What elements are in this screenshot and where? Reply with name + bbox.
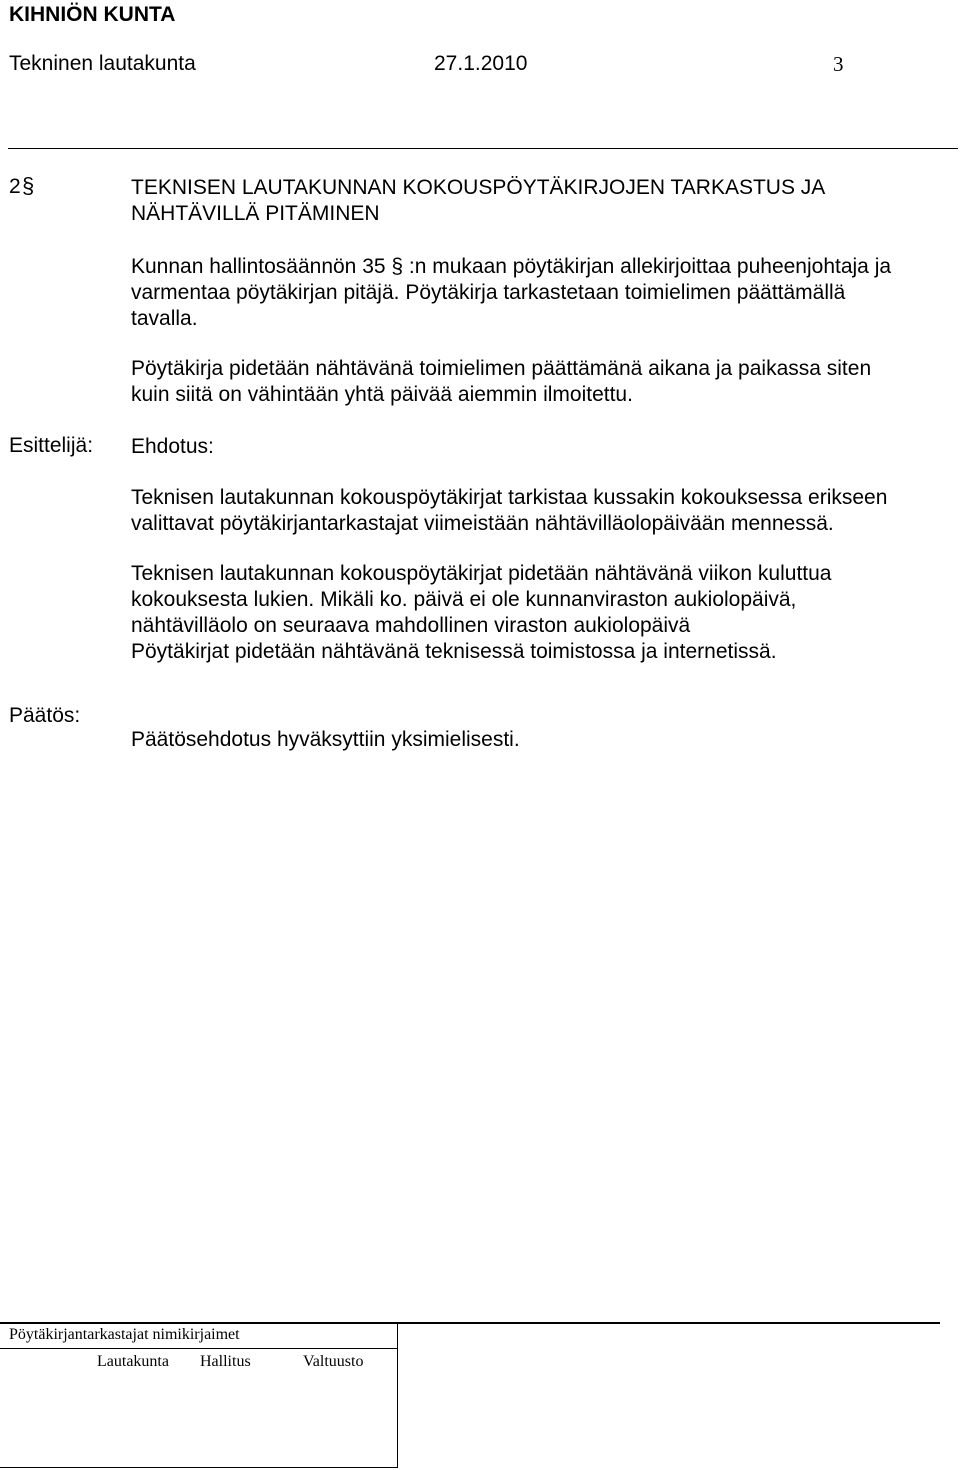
section-title-line: NÄHTÄVILLÄ PITÄMINEN: [131, 202, 380, 225]
meeting-date: 27.1.2010: [434, 52, 528, 75]
signature-box-title: Pöytäkirjantarkastajat nimikirjaimet: [9, 1326, 240, 1343]
paragraph-sign: §: [22, 173, 35, 198]
body-line: kuin siitä on vähintään yhtä päivää aiemmin ilmoitettu.: [131, 383, 633, 406]
proposal-line: Pöytäkirjat pidetään nähtävänä teknisessä toimistossa ja internetissä.: [131, 640, 777, 663]
body-paragraph-2: [131, 356, 946, 408]
signature-column-government: Hallitus: [200, 1353, 251, 1370]
proposal-line: nähtävilläolo on seuraava mahdollinen viraston aukiolopäivä: [131, 614, 691, 637]
body-line: tavalla.: [131, 307, 198, 330]
signature-box-separator: [0, 1348, 397, 1349]
header-divider: [8, 148, 958, 149]
signature-column-council: Valtuusto: [303, 1353, 364, 1370]
page-number: 3: [833, 52, 844, 76]
decision-text: Päätösehdotus hyväksyttiin yksimielisesti.: [131, 728, 520, 751]
proposal-line: Teknisen lautakunnan kokouspöytäkirjat pidetään nähtävänä viikon kuluttua: [131, 562, 832, 585]
proposal-line: valittavat pöytäkirjantarkastajat viimeistään nähtävilläolopäivään mennessä.: [131, 512, 834, 535]
decision-label: Päätös:: [9, 704, 81, 727]
body-paragraph-1: [131, 254, 946, 332]
body-line: Kunnan hallintosäännön 35 § :n mukaan pöytäkirjan allekirjoittaa puheenjohtaja ja: [131, 255, 892, 278]
signature-column-board: Lautakunta: [97, 1353, 169, 1370]
proposal-line: kokouksesta lukien. Mikäli ko. päivä ei ole kunnanviraston aukiolopäivä,: [131, 588, 797, 611]
proposal-line: Teknisen lautakunnan kokouspöytäkirjat tarkistaa kussakin kokouksessa erikseen: [131, 486, 888, 509]
section-title-line: TEKNISEN LAUTAKUNNAN KOKOUSPÖYTÄKIRJOJEN TARKASTUS JA: [131, 176, 826, 199]
organization-name: KIHNIÖN KUNTA: [9, 3, 176, 26]
proposal-label: Ehdotus:: [131, 435, 214, 458]
proposal-paragraph-2: [131, 561, 946, 665]
body-line: Pöytäkirja pidetään nähtävänä toimielimen päättämänä aikana ja paikassa siten: [131, 357, 872, 380]
body-line: varmentaa pöytäkirjan pitäjä. Pöytäkirja tarkastetaan toimielimen päättämällä: [131, 281, 846, 304]
section-title: [131, 175, 946, 227]
committee-name: Tekninen lautakunta: [9, 52, 196, 75]
presenter-label: Esittelijä:: [9, 434, 94, 457]
section-number: 2: [9, 175, 21, 198]
proposal-paragraph-1: [131, 485, 946, 537]
